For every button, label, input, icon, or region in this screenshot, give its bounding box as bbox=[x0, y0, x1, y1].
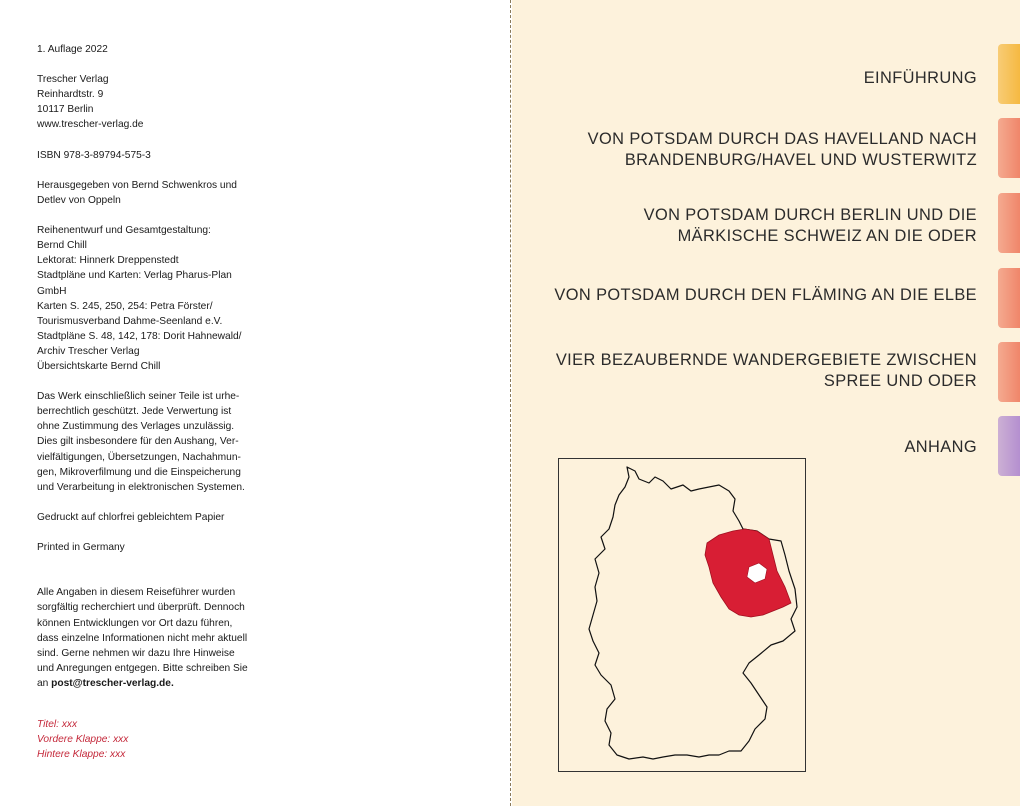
credits-line: Stadtpläne und Karten: Verlag Pharus-Plan bbox=[37, 270, 232, 282]
credits-line: Übersichtskarte Bernd Chill bbox=[37, 360, 161, 372]
disclaimer-line: können Entwicklungen vor Ort dazu führen, bbox=[37, 617, 233, 629]
toc-entry-line: BRANDENBURG/HAVEL UND WUSTERWITZ bbox=[624, 151, 977, 169]
toc-entry-line: VIER BEZAUBERNDE WANDERGEBIETE ZWISCHEN bbox=[555, 351, 977, 369]
contact-email-link[interactable]: post@trescher-verlag.de. bbox=[51, 677, 174, 689]
toc-entry-flaeming[interactable] bbox=[537, 285, 977, 306]
copyright-line: Das Werk einschließlich seiner Teile ist urhe- bbox=[37, 391, 240, 403]
toc-entry-line: VON POTSDAM DURCH DAS HAVELLAND NACH bbox=[587, 130, 977, 148]
overview-map bbox=[558, 458, 806, 772]
disclaimer-line: dass einzelne Informationen nicht mehr aktuell bbox=[37, 632, 248, 644]
publisher-address bbox=[37, 72, 267, 132]
copyright-line: gen, Mikroverfilmung und die Einspeicherung bbox=[37, 466, 241, 478]
chapter-tab-anhang[interactable] bbox=[998, 416, 1020, 476]
copyright-line: vielfältigungen, Übersetzungen, Nachahmun- bbox=[37, 451, 241, 463]
publisher-website: www.trescher-verlag.de bbox=[37, 119, 144, 131]
credits-line: Tourismusverband Dahme-Seenland e.V. bbox=[37, 315, 223, 327]
copyright-line: und Verarbeitung in elektronischen Systemen. bbox=[37, 481, 245, 493]
toc-entry-line: MÄRKISCHE SCHWEIZ AN DIE ODER bbox=[677, 227, 977, 245]
fold-line bbox=[510, 0, 511, 806]
chapter-tab-havelland[interactable] bbox=[998, 118, 1020, 178]
germany-outline-icon bbox=[559, 459, 807, 773]
editors bbox=[37, 178, 267, 208]
toc-entry-line: ANHANG bbox=[904, 438, 977, 456]
paper-note: Gedruckt auf chlorfrei gebleichtem Papier bbox=[37, 511, 225, 523]
disclaimer bbox=[37, 585, 267, 691]
printed-in: Printed in Germany bbox=[37, 542, 125, 554]
credits-line: Karten S. 245, 250, 254: Petra Förster/ bbox=[37, 300, 213, 312]
isbn: ISBN 978-3-89794-575-3 bbox=[37, 149, 151, 161]
edition: 1. Auflage 2022 bbox=[37, 44, 108, 55]
toc-entry-line: VON POTSDAM DURCH DEN FLÄMING AN DIE ELBE bbox=[554, 286, 977, 304]
chapter-tab-wandergebiete[interactable] bbox=[998, 342, 1020, 402]
contact-prefix: an bbox=[37, 677, 52, 689]
toc-entry-havelland[interactable] bbox=[537, 129, 977, 171]
copyright-line: ohne Zustimmung des Verlages unzulässig. bbox=[37, 421, 235, 433]
disclaimer-line: und Anregungen entgegen. Bitte schreiben Sie bbox=[37, 662, 248, 674]
publisher-name: Trescher Verlag bbox=[37, 74, 109, 86]
toc-entry-einfuehrung[interactable] bbox=[537, 68, 977, 89]
disclaimer-line: sind. Gerne nehmen wir dazu Ihre Hinweise bbox=[37, 647, 235, 659]
copyright-notice bbox=[37, 389, 267, 495]
disclaimer-line: sorgfältig recherchiert und überprüft. Dennoch bbox=[37, 602, 245, 614]
credits-line: GmbH bbox=[37, 285, 67, 297]
credits bbox=[37, 223, 267, 374]
toc-entry-line: SPREE UND ODER bbox=[823, 372, 977, 390]
imprint bbox=[37, 42, 267, 761]
chapter-tab-einfuehrung[interactable] bbox=[998, 44, 1020, 104]
editors-line: Detlev von Oppeln bbox=[37, 194, 121, 206]
credits-line: Stadtpläne S. 48, 142, 178: Dorit Hahnewald/ bbox=[37, 330, 242, 342]
placeholder-front-flap: Vordere Klappe: xxx bbox=[37, 734, 129, 746]
copyright-line: Dies gilt insbesondere für den Aushang, Ver- bbox=[37, 436, 239, 448]
contact-line bbox=[37, 676, 267, 691]
disclaimer-line: Alle Angaben in diesem Reiseführer wurden bbox=[37, 587, 236, 599]
credits-line: Archiv Trescher Verlag bbox=[37, 345, 140, 357]
placeholder-title: Titel: xxx bbox=[37, 719, 78, 730]
toc-entry-wandergebiete[interactable] bbox=[537, 350, 977, 392]
toc-entry-line: VON POTSDAM DURCH BERLIN UND DIE bbox=[643, 206, 977, 224]
toc-entry-line: EINFÜHRUNG bbox=[863, 69, 977, 87]
editors-line: Herausgegeben von Bernd Schwenkros und bbox=[37, 179, 237, 191]
toc-entry-anhang[interactable] bbox=[537, 437, 977, 458]
credits-line: Bernd Chill bbox=[37, 240, 87, 252]
credits-line: Reihenentwurf und Gesamtgestaltung: bbox=[37, 225, 211, 237]
credits-line: Lektorat: Hinnerk Dreppenstedt bbox=[37, 255, 179, 267]
placeholder-back-flap: Hintere Klappe: xxx bbox=[37, 749, 126, 761]
chapter-tab-flaeming[interactable] bbox=[998, 268, 1020, 328]
placeholder-notes bbox=[37, 717, 128, 762]
copyright-line: berrechtlich geschützt. Jede Verwertung ist bbox=[37, 406, 232, 418]
chapter-tab-berlin-oder[interactable] bbox=[998, 193, 1020, 253]
publisher-city: 10117 Berlin bbox=[37, 104, 94, 116]
publisher-street: Reinhardtstr. 9 bbox=[37, 89, 104, 101]
toc-entry-berlin-oder[interactable] bbox=[537, 205, 977, 247]
